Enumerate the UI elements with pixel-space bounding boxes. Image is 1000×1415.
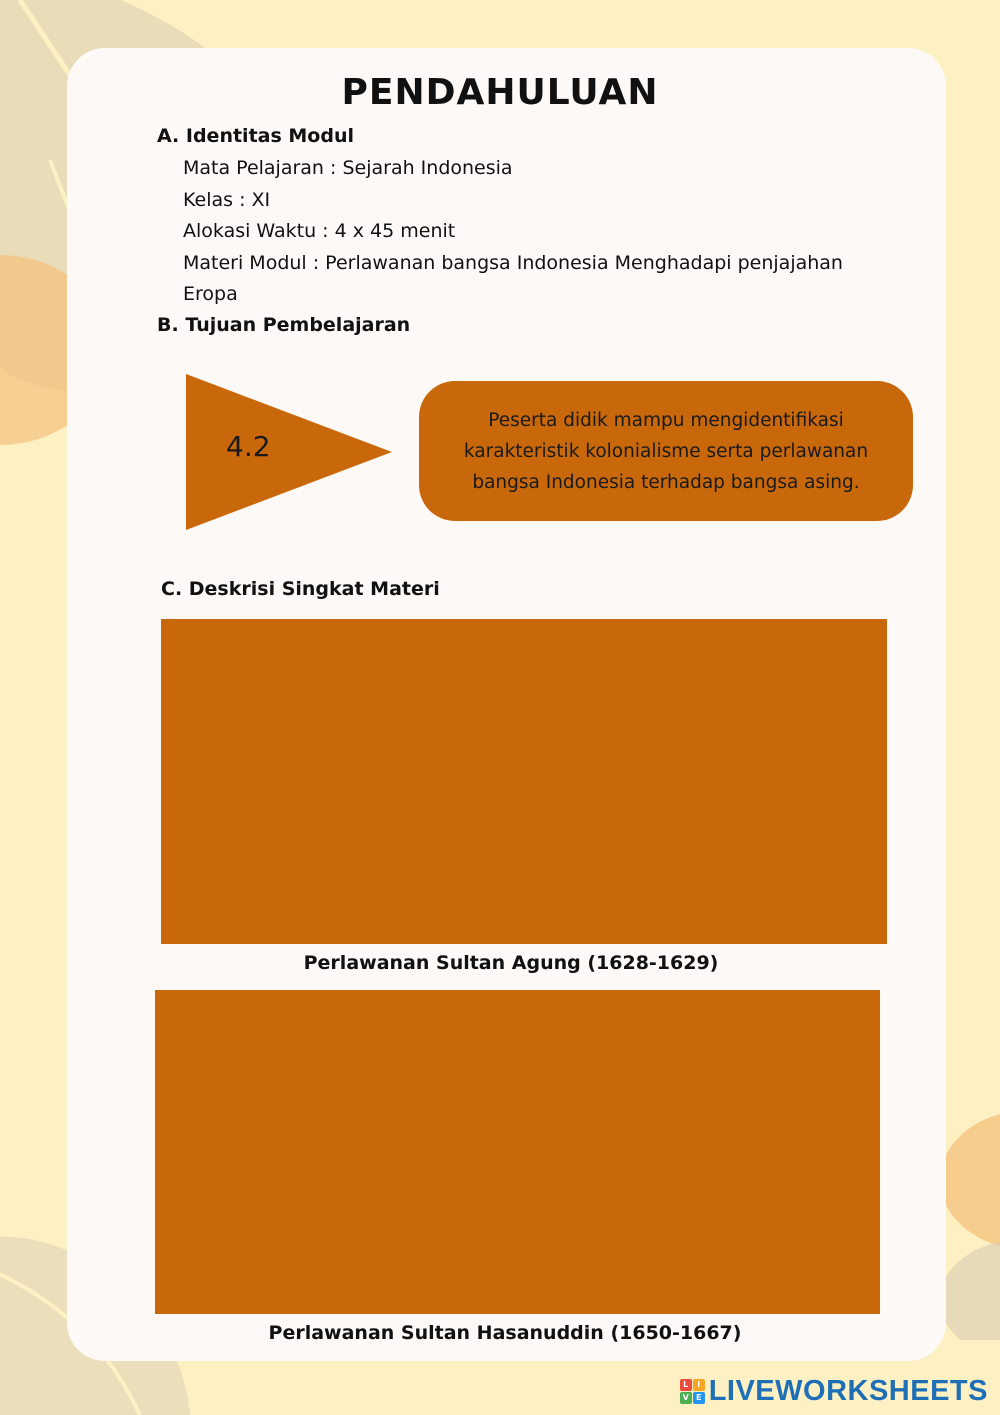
section-b-heading: B. Tujuan Pembelajaran [157, 314, 411, 336]
section-a-heading: A. Identitas Modul [157, 125, 354, 147]
caption-sultan-agung: Perlawanan Sultan Agung (1628-1629) [303, 952, 719, 974]
module-material-line-cont: Eropa [183, 283, 238, 305]
learning-objective-box [419, 381, 913, 521]
image-placeholder-sultan-hasanuddin [155, 990, 880, 1314]
competency-code: 4.2 [226, 430, 271, 463]
logo-text: LIVEWORKSHEETS [708, 1374, 988, 1407]
section-c-heading: C. Deskrisi Singkat Materi [161, 578, 440, 600]
learning-objective-text: Peserta didik mampu mengidentifikasi karakteristik kolonialisme serta perlawanan bangsa Indonesia terhadap bangsa asing. [463, 409, 869, 493]
class-line: Kelas : XI [183, 188, 271, 211]
module-identity-list [183, 153, 843, 311]
logo-badge-icon: L I V E [680, 1379, 705, 1404]
caption-sultan-hasanuddin: Perlawanan Sultan Hasanuddin (1650-1667) [268, 1322, 742, 1344]
image-placeholder-sultan-agung [161, 619, 887, 944]
liveworksheets-logo [680, 1374, 988, 1408]
subject-line: Mata Pelajaran : Sejarah Indonesia [183, 157, 513, 179]
time-allocation-line: Alokasi Waktu : 4 x 45 menit [183, 220, 456, 242]
module-material-line: Materi Modul : Perlawanan bangsa Indonesia Menghadapi penjajahan [183, 251, 843, 274]
page-title: PENDAHULUAN [341, 72, 659, 113]
